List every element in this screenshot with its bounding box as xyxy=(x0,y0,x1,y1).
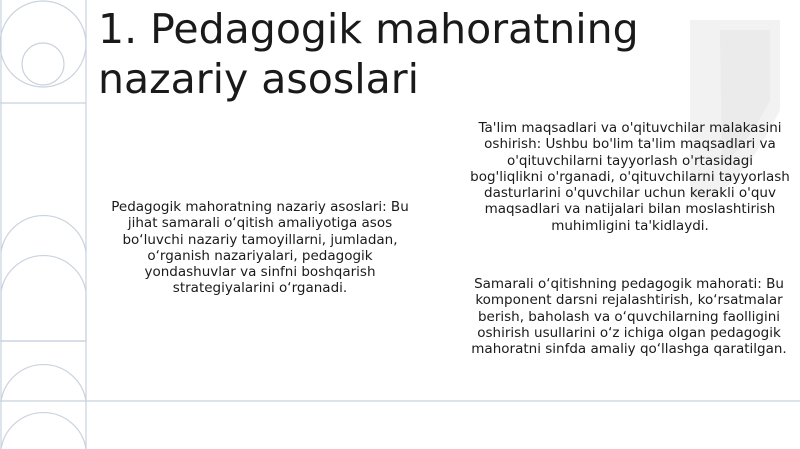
arch-lower xyxy=(1,365,86,401)
circle-large-top xyxy=(0,1,86,87)
arch-upper xyxy=(1,216,86,252)
right-top-text-block: Ta'lim maqsadlari va o'qituvchilar malakasini oshirish: Ushbu bo'lim ta'lim maqsadlari va o'qituvchilarni tayyorlash o'rtasidagi bog'liqlikni o'rganadi, o'qituvchilarni tayyorlash dasturlarini o'quvchilar uchun kerakli o'quv maqsadlari va natijalari bilan moslashtirish muhimligini ta'kidlaydi. xyxy=(470,120,790,234)
slide-title: 1. Pedagogik mahoratning nazariy asoslari xyxy=(98,5,639,103)
arch-lower-inner xyxy=(1,413,86,449)
left-text-block: Pedagogik mahoratning nazariy asoslari: Bu jihat samarali o‘qitish amaliyotiga asos bo‘luvchi nazariy tamoyillarni, jumladan, o‘rganish nazariyalari, pedagogik yondashuvlar va sinfni boshqarish strategiyalarini o‘rganadi. xyxy=(111,199,409,297)
right-bottom-text-block: Samarali o‘qitishning pedagogik mahorati: Bu komponent darsni rejalashtirish, ko‘rsatmalar berish, baholash va o‘quvchilarning faolligini oshirish usullarini o‘z ichiga olgan pedagogik mahoratni sinfda amaliy qo‘llashga qaratilgan. xyxy=(471,276,787,358)
circle-small-top xyxy=(22,43,64,85)
arch-outer xyxy=(1,256,86,341)
